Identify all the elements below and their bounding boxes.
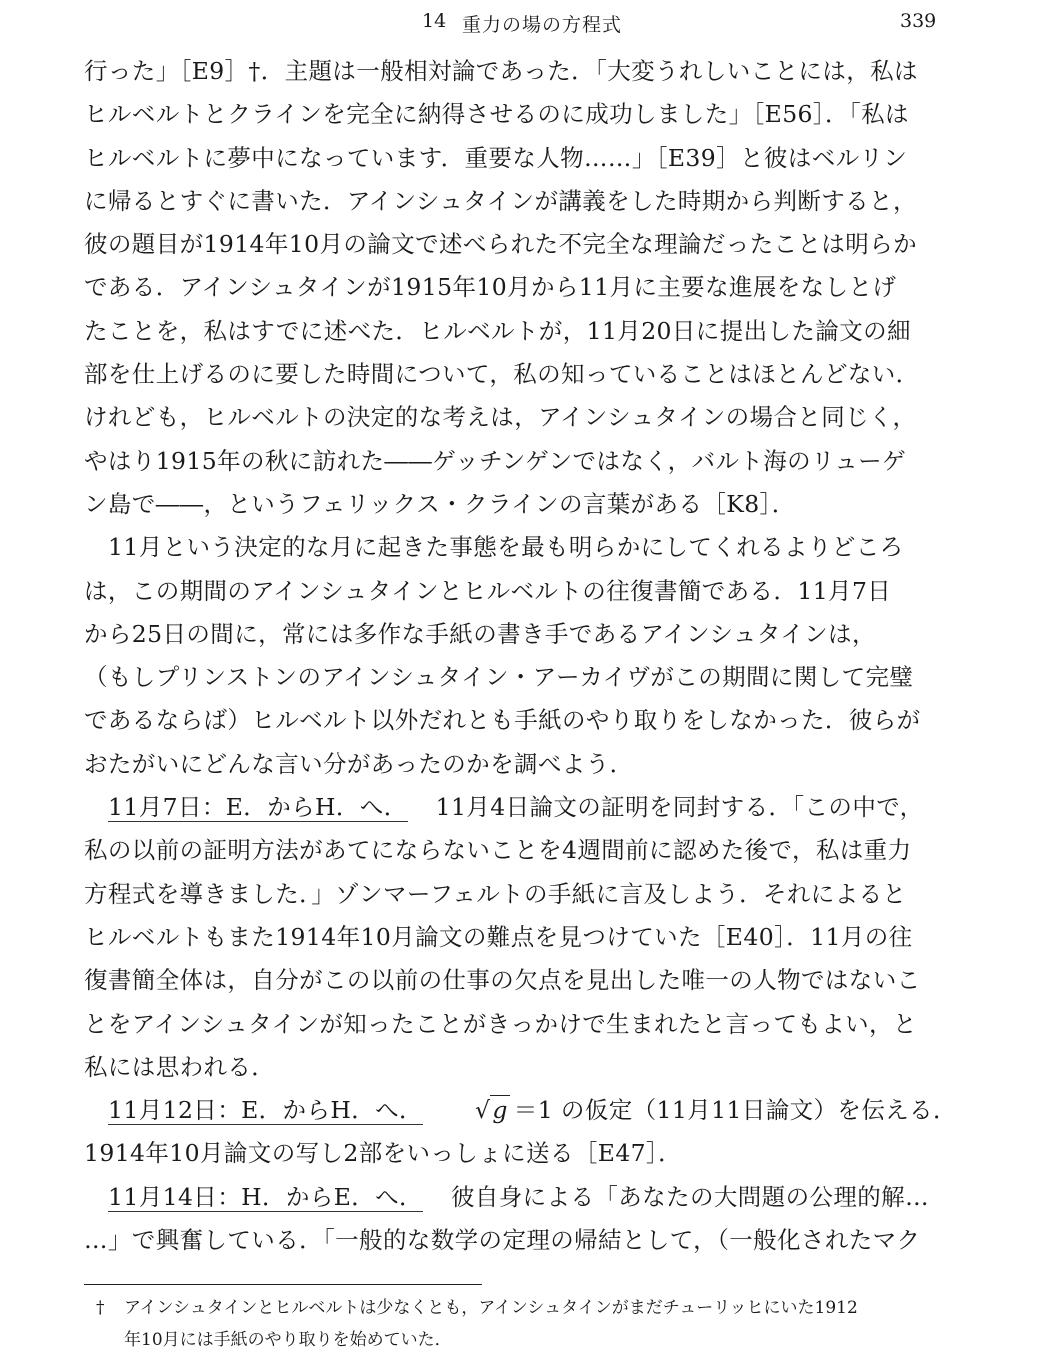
body-text — [84, 50, 964, 1262]
entry-date: 11月7日：E．からH．へ． — [108, 793, 408, 822]
text-line: は，この期間のアインシュタインとヒルベルトの往復書簡である．11月7日 — [84, 576, 892, 605]
entry-text: 11月4日論文の証明を同封する．「この中で， — [435, 793, 924, 822]
sqrt-radicand: g — [492, 1096, 508, 1125]
letter-entry-nov-12 — [84, 1089, 964, 1176]
text-line: …」で興奮している．「一般的な数学の定理の帰結として，（一般化されたマク — [84, 1226, 921, 1255]
text-line: （もしプリンストンのアインシュタイン・アーカイヴがこの期間に関して完璧 — [84, 663, 914, 692]
footnote-line: 年10月には手紙のやり取りを始めていた． — [124, 1330, 452, 1350]
text-line: 復書簡全体は，自分がこの以前の仕事の欠点を見出した唯一の人物ではないこ — [84, 966, 921, 995]
text-line: 1914年10月論文の写し2部をいっしょに送る［E47］． — [84, 1139, 683, 1168]
text-line: である．アインシュタインが1915年10月から11月に主要な進展をなしとげ — [84, 273, 897, 302]
entry-date: 11月12日：E．からH．へ． — [108, 1096, 423, 1125]
entry-first-line — [84, 1176, 964, 1219]
footnote-line — [96, 1292, 976, 1324]
entry-text: 彼自身による「あなたの大問題の公理的解… — [450, 1182, 929, 1211]
footnote — [96, 1292, 976, 1356]
chapter-title: 重力の場の方程式 — [462, 14, 623, 36]
paragraph-1 — [84, 50, 964, 526]
page-number: 339 — [900, 10, 937, 32]
text-line: おたがいにどんな言い分があったのかを調べよう． — [84, 749, 634, 778]
letter-entry-nov-14 — [84, 1176, 964, 1263]
text-line: ン島で――，というフェリックス・クラインの言葉がある［K8］． — [84, 489, 796, 518]
text-line: 私の以前の証明方法があてにならないことを4週間前に認めた後で，私は重力 — [84, 836, 912, 865]
text-line: けれども，ヒルベルトの決定的な考えは，アインシュタインの場合と同じく， — [84, 403, 917, 432]
paragraph-2 — [84, 526, 964, 786]
entry-text: ＝1 の仮定（11月11日論文）を伝える． — [513, 1096, 957, 1125]
text-line: とをアインシュタインが知ったことがきっかけで生まれたと言ってもよい，と — [84, 1009, 917, 1038]
text-line: 彼の題目が1914年10月の論文で述べられた不完全な理論だったことは明らか — [84, 230, 918, 259]
text-line: 私には思われる． — [84, 1052, 276, 1081]
text-line: やはり1915年の秋に訪れた――ゲッチンゲンではなく，バルト海のリューゲ — [84, 446, 906, 475]
footnote-mark: † — [96, 1298, 105, 1318]
letter-entry-nov-7 — [84, 786, 964, 1089]
text-line: 11月という決定的な月に起きた事態を最も明らかにしてくれるよりどころ — [108, 533, 904, 562]
text-line: 行った」［E9］†．主題は一般相対論であった．「大変うれしいことには，私は — [84, 57, 918, 85]
chapter-number: 14 — [422, 10, 447, 32]
footnote-rule — [84, 1284, 482, 1285]
sqrt-expression: √g — [474, 1096, 508, 1125]
footnote-text: アインシュタインとヒルベルトは少なくとも，アインシュタインがまだチューリッヒにいた1912 — [124, 1298, 858, 1318]
text-line: に帰るとすぐに書いた．アインシュタインが講義をした時期から判断すると， — [84, 186, 917, 215]
running-header — [0, 6, 1037, 42]
entry-first-line — [84, 786, 964, 829]
text-line: ヒルベルトもまた1914年10月論文の難点を見つけていた［E40］．11月の往 — [84, 922, 913, 951]
text-line: ヒルベルトとクラインを完全に納得させるのに成功しました」［E56］．「私は — [84, 100, 909, 129]
text-line: 部を仕上げるのに要した時間について，私の知っていることはほとんどない． — [84, 360, 920, 389]
text-line: ヒルベルトに夢中になっています．重要な人物……」［E39］と彼はベルリン — [84, 143, 908, 172]
entry-date: 11月14日：H．からE．へ． — [108, 1182, 423, 1211]
text-line: であるならば）ヒルベルト以外だれとも手紙のやり取りをしなかった．彼らが — [84, 706, 921, 735]
text-line: 方程式を導きました．」ゾンマーフェルトの手紙に言及しよう．それによると — [84, 879, 907, 908]
text-line: たことを，私はすでに述べた．ヒルベルトが，11月20日に提出した論文の細 — [84, 316, 911, 345]
text-line: から25日の間に，常には多作な手紙の書き手であるアインシュタインは， — [84, 619, 876, 648]
entry-first-line — [84, 1089, 964, 1132]
